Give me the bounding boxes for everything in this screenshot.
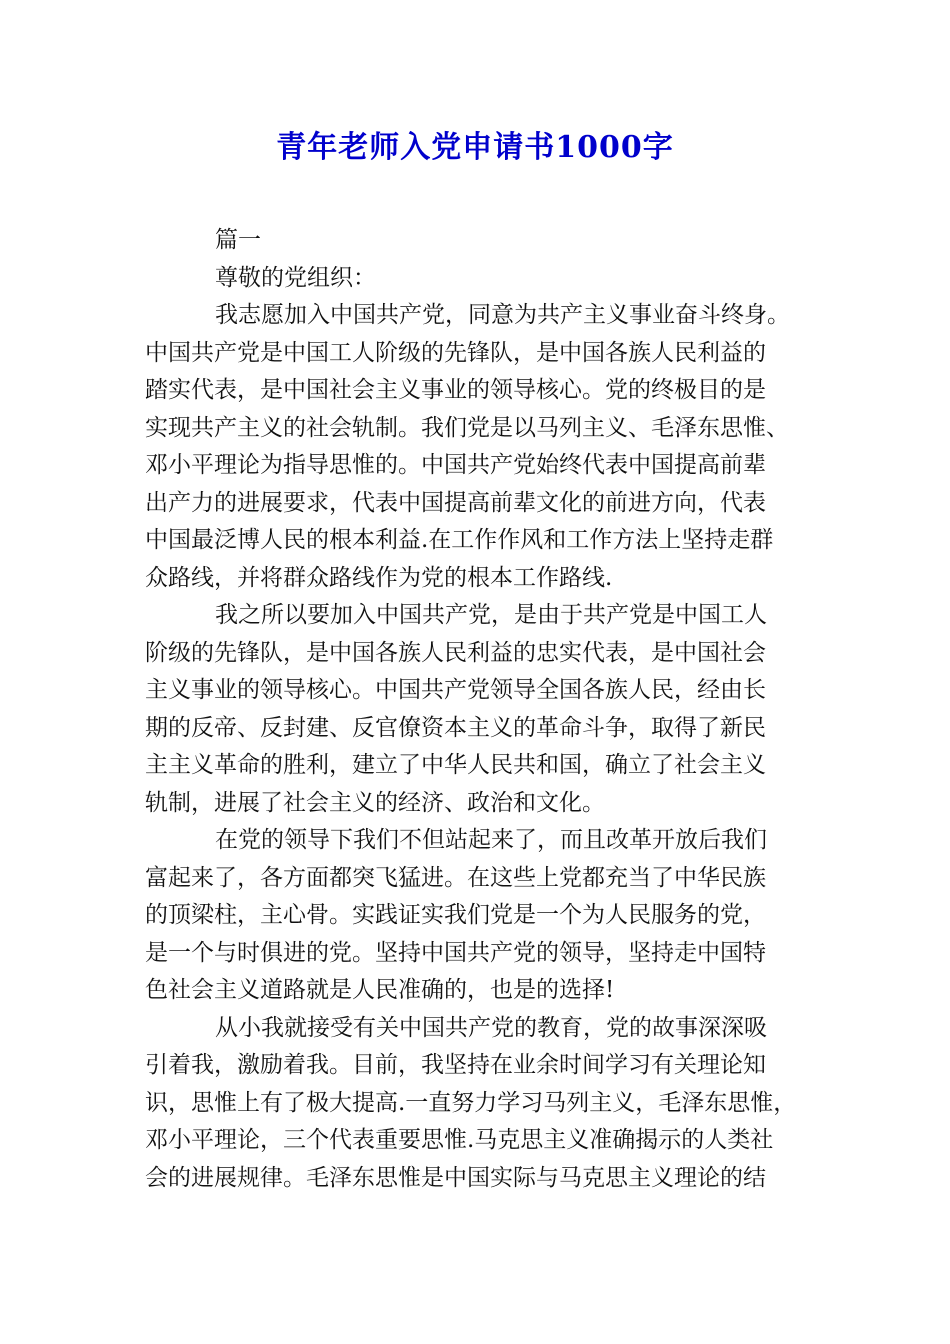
text-line: 在党的领导下我们不但站起来了，而且改革开放后我们 (215, 827, 767, 853)
text-line: 尊敬的党组织： (215, 264, 376, 291)
text-line: 从小我就接受有关中国共产党的教育，党的故事深深吸 (215, 1014, 767, 1041)
text-line: 的顶梁柱，主心骨。实践证实我们党是一个为人民服务的党， (145, 902, 766, 928)
text-line: 引着我，激励着我。目前，我坚持在业余时间学习有关理论知 (145, 1052, 766, 1078)
text-line: 主主义革命的胜利，建立了中华人民共和国，确立了社会主义 (145, 752, 766, 778)
text-line: 中国最泛博人民的根本利益.在工作作风和工作方法上坚持走群 (145, 527, 774, 553)
text-line: 踏实代表，是中国社会主义事业的领导核心。党的终极目的是 (145, 377, 766, 403)
text-line: 阶级的先锋队，是中国各族人民利益的忠实代表，是中国社会 (145, 639, 766, 666)
text-line: 中国共产党是中国工人阶级的先锋队，是中国各族人民利益的 (145, 339, 766, 366)
text-line: 众路线，并将群众路线作为党的根本工作路线. (145, 564, 613, 591)
text-line: 色社会主义道路就是人民准确的，也是的选择! (145, 977, 615, 1003)
text-line: 会的进展规律。毛泽东思惟是中国实际与马克思主义理论的结 (145, 1164, 766, 1191)
text-line: 是一个与时俱进的党。坚持中国共产党的领导，坚持走中国特 (145, 939, 766, 966)
text-line: 邓小平理论为指导思惟的。中国共产党始终代表中国提高前辈 (145, 452, 766, 478)
text-line: 邓小平理论，三个代表重要思惟.马克思主义准确揭示的人类社 (145, 1127, 774, 1153)
text-line: 我志愿加入中国共产党，同意为共产主义事业奋斗终身。 (215, 302, 790, 328)
text-line: 我之所以要加入中国共产党，是由于共产党是中国工人 (215, 602, 767, 628)
document-body (145, 222, 815, 1197)
text-line: 期的反帝、反封建、反官僚资本主义的革命斗争，取得了新民 (145, 714, 766, 741)
text-line: 识，思惟上有了极大提高.一直努力学习马列主义，毛泽东思惟， (145, 1089, 797, 1116)
text-line: 主义事业的领导核心。中国共产党领导全国各族人民，经由长 (145, 677, 766, 703)
document-title: 青年老师入党申请书1000字 (276, 130, 674, 165)
text-line: 出产力的进展要求，代表中国提高前辈文化的前进方向，代表 (145, 489, 766, 516)
text-line: 富起来了，各方面都突飞猛进。在这些上党都充当了中华民族 (145, 864, 766, 891)
text-line: 篇一 (215, 227, 261, 253)
text-line: 实现共产主义的社会轨制。我们党是以马列主义、毛泽东思惟、 (145, 414, 789, 441)
text-line: 轨制，进展了社会主义的经济、政治和文化。 (145, 789, 605, 816)
